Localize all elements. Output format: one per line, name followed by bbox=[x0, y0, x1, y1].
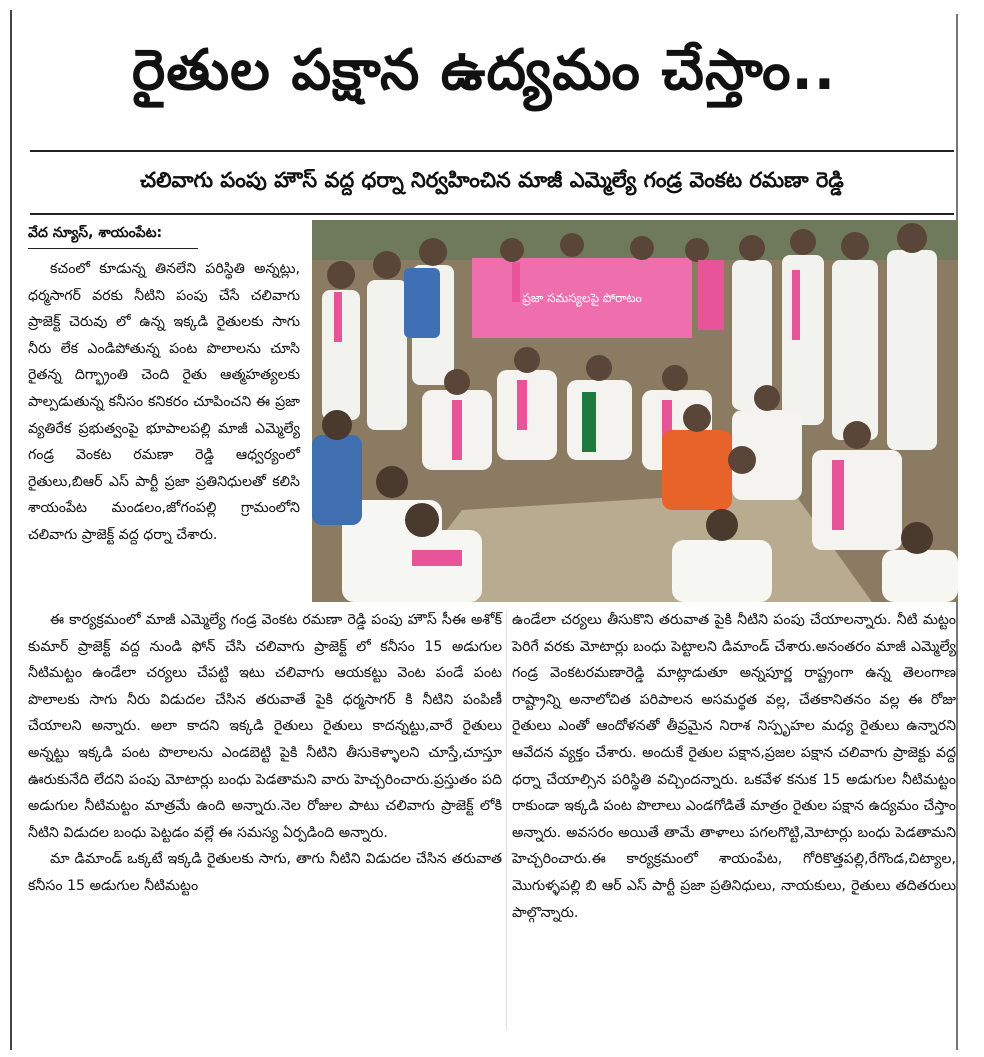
article-column-bottom-left bbox=[28, 607, 502, 900]
paragraph: ఉండేలా చర్యలు తీసుకొని తరువాత పైకి నీటిని పంపు చేయాలన్నారు. నీటి మట్టం పెరిగే వరకు మోటార్లు బంధు పెట్టాలని డిమాండ్ చేశారు.అనంతరం మాజీ ఎమ్మెల్యే గండ్ర వెంకటరమణారెడ్డి మాట్లాడుతూ అన్నపూర్ణ రాష్ట్రంగా ఉన్న తెలంగాణ రాష్ట్రాన్ని అనాలోచిత పరిపాలన అసమర్థత వల్ల, చేతకానితనం వల్ల ఈ రోజు రైతులు ఎంతో ఆందోళనతో తీవ్రమైన నిరాశ నిస్పృహల మధ్య రైతులు ఉన్నారని ఆవేదన వ్యక్తం చేశారు. అందుకే రైతుల పక్షాన,ప్రజల పక్షాన చలివాగు ప్రాజెక్టు వద్ద ధర్నా చేయాల్సిన పరిస్థితి వచ్చిందన్నారు. ఒకవేళ కనుక 15 అడుగుల నీటిమట్టం రాకుండా ఇక్కడి పంట పొలాలు ఎండగోడితే మాత్రం రైతుల పక్షాన ఉద్యమం చేస్తాం అన్నారు. అవసరం అయితే తామే తాళాలు పగలగొట్టి,మోటార్లు బంధు పెడతామని హెచ్చరించారు.ఈ కార్యక్రమంలో శాయంపేట, గోరికొత్తపల్లి,రేగొండ,చిట్యాల, మొగుళ్ళపల్లి బి ఆర్ ఎస్ పార్టీ ప్రజా ప్రతినిధులు, నాయకులు, రైతులు తదితరులు పాల్గొన్నారు. bbox=[512, 612, 956, 921]
paragraph: ఈ కార్యక్రమంలో మాజీ ఎమ్మెల్యే గండ్ర వెంకట రమణా రెడ్డి పంపు హౌస్ సీఈ అశోక్ కుమార్ ప్రాజెక్ట్ వద్ద నుండి ఫోన్ చేసి చలివాగు ప్రాజెక్ట్ లో కనీసం 15 అడుగుల నీటిమట్టం ఉండేలా చర్యలు చేపట్టి ఇటు చలివాగు ఆయకట్టు వెంట పండే పంట పొలాలకు సాగు నీరు విడుదల చేసిన తరువాతే పైకి ధర్మసాగర్ కి నీటిని పంపిణీ చేయాలని అన్నారు. అలా కాదని ఇక్కడి రైతులు రైతులు కాదన్నట్టు,వారే రైతులు అన్నట్టు ఇక్కడి పంట పొలాలను ఎండబెట్టి పైకి నీటిని తీసుకెళ్ళాలని చూస్తే,చూస్తూ ఊరుకునేది లేదని పంపు మోటార్లు బంధు పెడతామని వారు హెచ్చరించారు.ప్రస్తుతం పది అడుగుల నీటిమట్టం మాత్రమే ఉంది అన్నారు.నెల రోజుల పాటు చలివాగు ప్రాజెక్ట్ లోకి నీటిని విడుదల బంధు పెట్టడం వల్లే ఈ సమస్య ఏర్పడింది అన్నారు. bbox=[28, 612, 502, 841]
protest-crowd-illustration bbox=[312, 220, 958, 602]
subheadline: చలివాగు పంపు హౌస్ వద్ద ధర్నా నిర్వహించిన మాజీ ఎమ్మెల్యే గండ్ర వెంకట రమణా రెడ్డి bbox=[140, 168, 844, 192]
column-divider bbox=[506, 610, 507, 1030]
paragraph: మా డిమాండ్ ఒక్కటే ఇక్కడి రైతులకు సాగు, తాగు నీటిని విడుదల చేసిన తరువాత కనీసం 15 అడుగుల నీటిమట్టం bbox=[28, 851, 502, 894]
news-photo bbox=[312, 220, 958, 602]
frame-left-border bbox=[10, 10, 12, 1050]
subheadline-rule-bottom bbox=[30, 213, 954, 215]
article-column-left bbox=[28, 256, 300, 549]
dateline: వేద న్యూస్, శాయంపేట: bbox=[28, 225, 163, 241]
banner-text: ప్రజా సమస్యలపై పోరాటం bbox=[522, 291, 642, 305]
article-column-right bbox=[512, 607, 956, 926]
subheadline-rule-top bbox=[30, 150, 954, 152]
paragraph: కచంలో కూడున్న తినలేని పరిస్థితి అన్నట్లు, ధర్మసాగర్ వరకు నీటిని పంపు చేసే చలివాగు ప్రాజెక్ట్ చెరువు లో ఉన్న ఇక్కడి రైతులకు సాగు నీరు లేక ఎండిపోతున్న పంట పొలాలను చూసి రైతన్న దిగ్భ్రాంతి చెంది రైతు ఆత్మహత్యలకు పాల్పడుతున్న కనీసం కనికరం చూపించని ఈ ప్రజా వ్యతిరేక ప్రభుత్వంపై భూపాలపల్లి మాజీ ఎమ్మెల్యే గండ్ర వెంకట రమణా రెడ్డి ఆధ్వర్యంలో రైతులు,బిఆర్ ఎస్ పార్టీ ప్రజా ప్రతినిధులతో కలిసి శాయంపేట మండలం,జోగంపల్లి గ్రామంలోని చలివాగు ప్రాజెక్ట్ వద్ద ధర్నా చేశారు. bbox=[28, 261, 300, 543]
headline: రైతుల పక్షాన ఉద్యమం చేస్తాం.. bbox=[131, 37, 837, 103]
dateline-underline bbox=[28, 248, 198, 249]
